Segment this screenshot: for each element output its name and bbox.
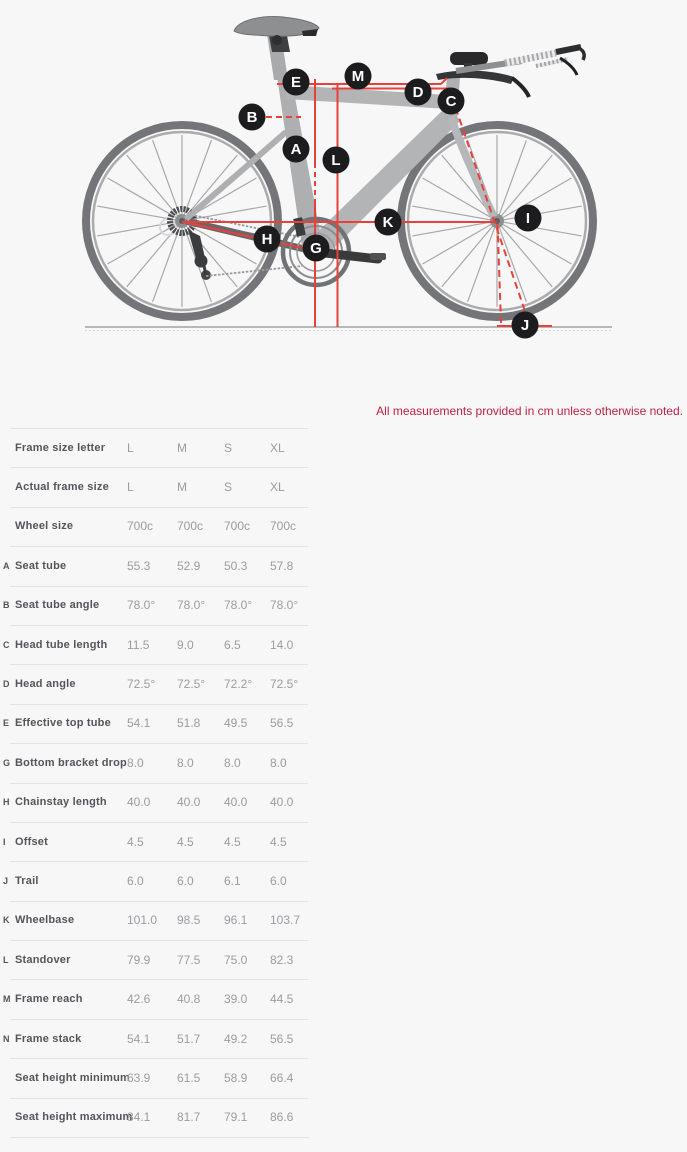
row-value-M: 4.5 — [177, 834, 194, 849]
row-label: Wheel size — [15, 520, 74, 533]
table-row — [0, 1019, 309, 1058]
row-value-L: 42.6 — [127, 992, 151, 1007]
row-value-L: L — [127, 480, 134, 495]
row-label: Bottom bracket drop — [15, 756, 127, 769]
row-letter: H — [3, 797, 10, 808]
row-value-L: 84.1 — [127, 1110, 151, 1125]
table-row — [0, 586, 309, 625]
table-row — [0, 664, 309, 703]
row-letter: D — [3, 679, 10, 690]
row-letter: K — [3, 915, 10, 926]
row-value-M: 8.0 — [177, 755, 194, 770]
row-value-M: 52.9 — [177, 558, 201, 573]
row-letter: M — [3, 994, 11, 1005]
row-value-XL: XL — [270, 440, 285, 455]
row-letter: I — [3, 836, 6, 847]
row-letter: B — [3, 600, 10, 611]
marker-D — [405, 79, 432, 106]
row-value-M: 40.0 — [177, 795, 201, 810]
row-value-XL: 72.5° — [270, 677, 299, 692]
row-value-L: 40.0 — [127, 795, 151, 810]
marker-H — [254, 226, 281, 253]
row-value-M: 72.5° — [177, 677, 206, 692]
measurement-note: All measurements provided in cm unless otherwise noted. — [376, 404, 683, 418]
row-letter: L — [3, 954, 9, 965]
row-value-S: 6.5 — [224, 637, 241, 652]
table-row — [0, 822, 309, 861]
table-row — [0, 467, 309, 506]
row-value-S: 4.5 — [224, 834, 241, 849]
table-row — [0, 507, 309, 546]
row-label: Frame size letter — [15, 441, 106, 454]
row-value-M: 6.0 — [177, 873, 194, 888]
row-value-L: 55.3 — [127, 558, 151, 573]
row-label: Effective top tube — [15, 717, 111, 730]
svg-text:B: B — [246, 109, 258, 127]
marker-E — [283, 69, 310, 96]
row-value-S: 49.2 — [224, 1031, 248, 1046]
row-value-S: S — [224, 480, 233, 495]
row-value-S: 8.0 — [224, 755, 241, 770]
row-value-S: 49.5 — [224, 716, 248, 731]
marker-J — [512, 312, 539, 339]
row-label: Head angle — [15, 678, 76, 691]
row-value-S: 96.1 — [224, 913, 248, 928]
row-value-XL: 700c — [270, 519, 297, 534]
row-value-M: 51.7 — [177, 1031, 201, 1046]
row-value-M: M — [177, 440, 187, 455]
row-value-XL: 56.5 — [270, 1031, 294, 1046]
row-value-S: 6.1 — [224, 873, 241, 888]
row-value-M: M — [177, 480, 187, 495]
row-letter: G — [3, 757, 11, 768]
down-tube — [305, 108, 461, 258]
row-value-XL: 82.3 — [270, 952, 294, 967]
table-row — [0, 1058, 309, 1097]
row-letter: J — [3, 875, 9, 886]
svg-text:G: G — [310, 240, 322, 258]
row-value-S: S — [224, 440, 233, 455]
table-row — [0, 979, 309, 1018]
row-value-L: 101.0 — [127, 913, 158, 928]
svg-text:J: J — [520, 317, 530, 335]
svg-text:I: I — [525, 210, 531, 228]
saddle-assembly — [234, 17, 319, 80]
table-row — [0, 901, 309, 940]
row-value-M: 98.5 — [177, 913, 201, 928]
row-value-XL: 6.0 — [270, 873, 287, 888]
table-row — [0, 861, 309, 900]
row-value-XL: 103.7 — [270, 913, 301, 928]
row-value-XL: 56.5 — [270, 716, 294, 731]
row-value-XL: 57.8 — [270, 558, 294, 573]
row-letter: C — [3, 639, 10, 650]
row-value-L: 72.5° — [127, 677, 156, 692]
table-row — [0, 743, 309, 782]
bar-end-shifter — [576, 47, 584, 60]
row-label: Seat height maximum — [15, 1111, 133, 1124]
row-value-S: 78.0° — [224, 598, 253, 613]
row-label: Trail — [15, 874, 39, 887]
row-label: Seat tube — [15, 559, 67, 572]
row-label: Chainstay length — [15, 796, 107, 809]
table-row — [0, 546, 309, 585]
row-value-L: 11.5 — [127, 637, 150, 652]
row-value-XL: 66.4 — [270, 1070, 294, 1085]
row-label: Head tube length — [15, 638, 108, 651]
row-value-XL: 40.0 — [270, 795, 294, 810]
row-value-L: 79.9 — [127, 952, 151, 967]
marker-C — [438, 88, 465, 115]
bike-geometry-diagram — [0, 0, 687, 390]
row-value-L: 54.1 — [127, 1031, 151, 1046]
row-value-M: 77.5 — [177, 952, 201, 967]
marker-M — [345, 63, 372, 90]
row-value-L: 8.0 — [127, 755, 144, 770]
marker-B — [239, 104, 266, 131]
row-value-S: 50.3 — [224, 558, 248, 573]
row-value-M: 51.8 — [177, 716, 201, 731]
svg-text:C: C — [445, 93, 457, 111]
row-label: Seat height minimum — [15, 1071, 131, 1084]
marker-K — [375, 209, 402, 236]
geometry-table — [0, 428, 309, 1138]
row-value-XL: 78.0° — [270, 598, 299, 613]
table-row — [0, 783, 309, 822]
row-value-M: 9.0 — [177, 637, 194, 652]
table-row — [0, 940, 309, 979]
row-value-S: 39.0 — [224, 992, 248, 1007]
row-value-M: 40.8 — [177, 992, 201, 1007]
table-row — [0, 625, 309, 664]
row-label: Frame reach — [15, 993, 83, 1006]
row-label: Offset — [15, 835, 48, 848]
row-label: Wheelbase — [15, 914, 75, 927]
row-value-S: 58.9 — [224, 1070, 248, 1085]
row-letter: A — [3, 560, 10, 571]
row-value-L: 63.9 — [127, 1070, 151, 1085]
row-value-XL: 8.0 — [270, 755, 287, 770]
marker-A — [283, 136, 310, 163]
table-row — [0, 704, 309, 743]
svg-text:H: H — [261, 231, 273, 249]
pedal — [370, 253, 386, 260]
row-value-XL: 86.6 — [270, 1110, 294, 1125]
row-value-XL: 14.0 — [270, 637, 294, 652]
row-value-XL: 44.5 — [270, 992, 294, 1007]
svg-text:K: K — [382, 214, 394, 232]
marker-G — [303, 235, 330, 262]
row-value-L: 4.5 — [127, 834, 144, 849]
row-letter: E — [3, 718, 10, 729]
row-label: Actual frame size — [15, 481, 109, 494]
row-label: Standover — [15, 953, 71, 966]
row-value-XL: XL — [270, 480, 285, 495]
marker-I — [515, 205, 542, 232]
row-value-M: 700c — [177, 519, 204, 534]
row-value-L: 700c — [127, 519, 154, 534]
marker-L — [323, 147, 350, 174]
row-letter: N — [3, 1033, 10, 1044]
row-value-S: 700c — [224, 519, 251, 534]
row-label: Seat tube angle — [15, 599, 100, 612]
row-value-S: 72.2° — [224, 677, 253, 692]
row-value-L: L — [127, 440, 134, 455]
svg-text:M: M — [351, 68, 365, 86]
brake-lever — [512, 78, 529, 97]
svg-text:E: E — [290, 74, 302, 92]
row-value-XL: 4.5 — [270, 834, 287, 849]
table-row — [0, 428, 309, 467]
row-value-M: 61.5 — [177, 1070, 201, 1085]
svg-text:L: L — [331, 152, 341, 170]
row-value-S: 75.0 — [224, 952, 248, 967]
row-value-S: 40.0 — [224, 795, 248, 810]
svg-text:D: D — [412, 84, 424, 102]
table-row — [0, 1098, 309, 1137]
row-value-M: 81.7 — [177, 1110, 201, 1125]
row-value-L: 6.0 — [127, 873, 144, 888]
row-value-L: 54.1 — [127, 716, 151, 731]
row-value-M: 78.0° — [177, 598, 206, 613]
svg-text:A: A — [290, 141, 302, 159]
row-value-L: 78.0° — [127, 598, 156, 613]
row-value-S: 79.1 — [224, 1110, 248, 1125]
row-label: Frame stack — [15, 1032, 82, 1045]
